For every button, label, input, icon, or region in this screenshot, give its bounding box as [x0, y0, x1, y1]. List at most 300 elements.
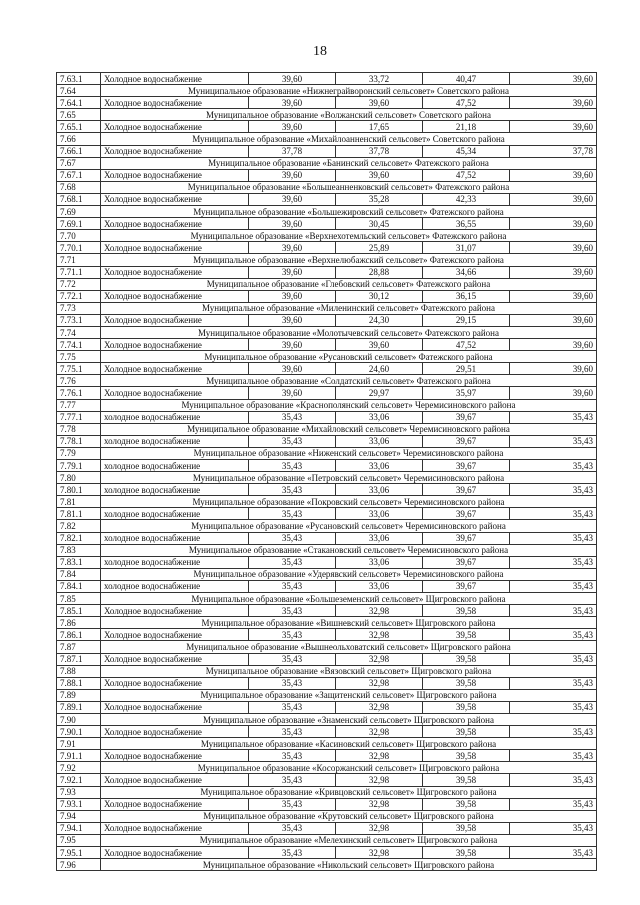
municipality-name: Муниципальное образование «Стакановский сельсовет» Черемисиновского района [101, 544, 597, 556]
tariff-value-1: 39,60 [249, 73, 336, 85]
service-name: Холодное водоснабжение [101, 629, 249, 641]
tariff-value-4: 39,60 [510, 387, 597, 399]
service-name: Холодное водоснабжение [101, 242, 249, 254]
tariff-value-4: 35,43 [510, 435, 597, 447]
municipality-name: Муниципальное образование «Покровский сельсовет» Черемисиновского района [101, 496, 597, 508]
tariff-value-1: 39,60 [249, 363, 336, 375]
tariff-value-3: 31,07 [423, 242, 510, 254]
municipality-name: Муниципальное образование «Касиновский сельсовет» Щигровского района [101, 738, 597, 750]
tariff-value-4: 35,43 [510, 484, 597, 496]
municipality-name: Муниципальное образование «Большеанненковский сельсовет» Фатежского района [101, 181, 597, 193]
tariff-value-3: 29,51 [423, 363, 510, 375]
tariff-value-3: 47,52 [423, 339, 510, 351]
row-number: 7.80.1 [57, 484, 101, 496]
tariff-value-4: 39,60 [510, 121, 597, 133]
row-number: 7.82.1 [57, 532, 101, 544]
tariff-value-2: 35,28 [336, 193, 423, 205]
tariff-value-2: 33,06 [336, 460, 423, 472]
service-name: Холодное водоснабжение [101, 266, 249, 278]
tariff-value-1: 35,43 [249, 508, 336, 520]
tariff-value-4: 39,60 [510, 97, 597, 109]
row-number: 7.87.1 [57, 653, 101, 665]
municipality-row [57, 786, 597, 798]
tariff-value-3: 21,18 [423, 121, 510, 133]
tariff-value-4: 35,43 [510, 677, 597, 689]
tariff-value-1: 35,43 [249, 411, 336, 423]
tariff-value-4: 35,43 [510, 750, 597, 762]
service-name: Холодное водоснабжение [101, 169, 249, 181]
municipality-name: Муниципальное образование «Михайловский сельсовет» Черемисиновского района [101, 423, 597, 435]
tariff-table-body [57, 73, 597, 871]
municipality-row [57, 568, 597, 580]
row-number: 7.89.1 [57, 701, 101, 713]
municipality-name: Муниципальное образование «Краснополянский сельсовет» Черемисиновского района [101, 399, 597, 411]
service-name: холодное водоснабжение [101, 580, 249, 592]
tariff-value-4: 39,60 [510, 73, 597, 85]
tariff-value-3: 39,58 [423, 629, 510, 641]
tariff-value-3: 39,67 [423, 460, 510, 472]
tariff-value-3: 39,58 [423, 822, 510, 834]
tariff-value-2: 33,06 [336, 411, 423, 423]
row-number: 7.65 [57, 109, 101, 121]
municipality-name: Муниципальное образование «Солдатский сельсовет» Фатежского района [101, 375, 597, 387]
municipality-row [57, 85, 597, 97]
row-number: 7.83.1 [57, 556, 101, 568]
tariff-value-1: 39,60 [249, 193, 336, 205]
municipality-name: Муниципальное образование «Крутовский сельсовет» Щигровского района [101, 810, 597, 822]
tariff-value-2: 24,30 [336, 314, 423, 326]
row-number: 7.71 [57, 254, 101, 266]
tariff-value-3: 39,67 [423, 508, 510, 520]
tariff-value-4: 35,43 [510, 556, 597, 568]
row-number: 7.90.1 [57, 726, 101, 738]
tariff-value-4: 35,43 [510, 726, 597, 738]
tariff-value-2: 39,60 [336, 97, 423, 109]
tariff-value-3: 40,47 [423, 73, 510, 85]
tariff-value-3: 39,67 [423, 411, 510, 423]
row-number: 7.89 [57, 689, 101, 701]
tariff-value-1: 35,43 [249, 580, 336, 592]
row-number: 7.63.1 [57, 73, 101, 85]
service-row [57, 339, 597, 351]
row-number: 7.78 [57, 423, 101, 435]
service-name: Холодное водоснабжение [101, 363, 249, 375]
row-number: 7.69.1 [57, 218, 101, 230]
page-number: 18 [313, 44, 327, 59]
tariff-value-3: 39,58 [423, 798, 510, 810]
service-row [57, 701, 597, 713]
row-number: 7.78.1 [57, 435, 101, 447]
tariff-value-3: 34,66 [423, 266, 510, 278]
row-number: 7.87 [57, 641, 101, 653]
service-name: холодное водоснабжение [101, 411, 249, 423]
tariff-value-4: 35,43 [510, 822, 597, 834]
municipality-name: Муниципальное образование «Ниженский сельсовет» Черемисиновского района [101, 447, 597, 459]
municipality-row [57, 689, 597, 701]
tariff-value-3: 39,67 [423, 532, 510, 544]
municipality-name: Муниципальное образование «Банинский сельсовет» Фатежского района [101, 157, 597, 169]
service-row [57, 580, 597, 592]
service-row [57, 629, 597, 641]
service-name: Холодное водоснабжение [101, 121, 249, 133]
service-row [57, 73, 597, 85]
service-name: Холодное водоснабжение [101, 339, 249, 351]
tariff-value-3: 47,52 [423, 169, 510, 181]
service-row [57, 774, 597, 786]
tariff-value-3: 39,58 [423, 750, 510, 762]
service-name: Холодное водоснабжение [101, 677, 249, 689]
row-number: 7.88.1 [57, 677, 101, 689]
row-number: 7.71.1 [57, 266, 101, 278]
row-number: 7.73.1 [57, 314, 101, 326]
service-name: Холодное водоснабжение [101, 387, 249, 399]
tariff-value-1: 37,78 [249, 145, 336, 157]
municipality-row [57, 544, 597, 556]
row-number: 7.86.1 [57, 629, 101, 641]
municipality-row [57, 157, 597, 169]
tariff-value-4: 35,43 [510, 653, 597, 665]
municipality-name: Муниципальное образование «Глебовский сельсовет» Фатежского района [101, 278, 597, 290]
service-name: Холодное водоснабжение [101, 193, 249, 205]
row-number: 7.91.1 [57, 750, 101, 762]
row-number: 7.66.1 [57, 145, 101, 157]
municipality-row [57, 834, 597, 846]
row-number: 7.74 [57, 326, 101, 338]
tariff-value-4: 39,60 [510, 339, 597, 351]
service-row [57, 847, 597, 859]
service-row [57, 556, 597, 568]
tariff-value-4: 39,60 [510, 169, 597, 181]
row-number: 7.85.1 [57, 605, 101, 617]
tariff-value-1: 39,60 [249, 387, 336, 399]
tariff-value-2: 33,06 [336, 508, 423, 520]
municipality-name: Муниципальное образование «Миленинский сельсовет» Фатежского района [101, 302, 597, 314]
service-row [57, 145, 597, 157]
municipality-row [57, 641, 597, 653]
tariff-value-1: 35,43 [249, 774, 336, 786]
municipality-row [57, 593, 597, 605]
service-name: Холодное водоснабжение [101, 726, 249, 738]
tariff-value-1: 35,43 [249, 701, 336, 713]
municipality-name: Муниципальное образование «Русановский сельсовет» Фатежского района [101, 351, 597, 363]
row-number: 7.91 [57, 738, 101, 750]
tariff-value-3: 47,52 [423, 97, 510, 109]
tariff-value-1: 35,43 [249, 677, 336, 689]
tariff-value-3: 29,15 [423, 314, 510, 326]
row-number: 7.93.1 [57, 798, 101, 810]
tariff-value-3: 42,33 [423, 193, 510, 205]
municipality-row [57, 206, 597, 218]
tariff-value-2: 32,98 [336, 701, 423, 713]
municipality-row [57, 230, 597, 242]
municipality-row [57, 520, 597, 532]
tariff-value-4: 39,60 [510, 242, 597, 254]
tariff-value-3: 39,58 [423, 677, 510, 689]
service-name: холодное водоснабжение [101, 484, 249, 496]
tariff-value-2: 32,98 [336, 774, 423, 786]
service-name: Холодное водоснабжение [101, 847, 249, 859]
tariff-value-4: 35,43 [510, 701, 597, 713]
tariff-value-1: 35,43 [249, 484, 336, 496]
tariff-value-4: 39,60 [510, 266, 597, 278]
service-name: Холодное водоснабжение [101, 314, 249, 326]
tariff-value-1: 35,43 [249, 460, 336, 472]
row-number: 7.68 [57, 181, 101, 193]
service-row [57, 435, 597, 447]
tariff-value-4: 35,43 [510, 774, 597, 786]
municipality-row [57, 109, 597, 121]
tariff-value-2: 28,88 [336, 266, 423, 278]
tariff-value-2: 25,89 [336, 242, 423, 254]
municipality-row [57, 181, 597, 193]
service-name: Холодное водоснабжение [101, 750, 249, 762]
tariff-value-4: 35,43 [510, 532, 597, 544]
tariff-value-1: 39,60 [249, 242, 336, 254]
tariff-value-4: 35,43 [510, 605, 597, 617]
municipality-row [57, 665, 597, 677]
tariff-value-1: 35,43 [249, 726, 336, 738]
row-number: 7.67 [57, 157, 101, 169]
municipality-row [57, 254, 597, 266]
municipality-name: Муниципальное образование «Волжанский сельсовет» Советского района [101, 109, 597, 121]
row-number: 7.76 [57, 375, 101, 387]
tariff-value-1: 35,43 [249, 653, 336, 665]
service-row [57, 798, 597, 810]
municipality-row [57, 375, 597, 387]
municipality-row [57, 302, 597, 314]
row-number: 7.79.1 [57, 460, 101, 472]
tariff-value-1: 35,43 [249, 629, 336, 641]
service-row [57, 460, 597, 472]
service-row [57, 726, 597, 738]
service-row [57, 266, 597, 278]
municipality-row [57, 351, 597, 363]
tariff-value-3: 39,58 [423, 726, 510, 738]
tariff-value-3: 39,67 [423, 580, 510, 592]
service-row [57, 290, 597, 302]
tariff-value-4: 39,60 [510, 314, 597, 326]
municipality-row [57, 496, 597, 508]
tariff-value-2: 29,97 [336, 387, 423, 399]
service-name: Холодное водоснабжение [101, 218, 249, 230]
row-number: 7.66 [57, 133, 101, 145]
service-row [57, 242, 597, 254]
row-number: 7.92.1 [57, 774, 101, 786]
row-number: 7.85 [57, 593, 101, 605]
service-name: Холодное водоснабжение [101, 701, 249, 713]
municipality-row [57, 472, 597, 484]
tariff-value-2: 32,98 [336, 629, 423, 641]
tariff-value-1: 35,43 [249, 798, 336, 810]
tariff-value-2: 33,06 [336, 556, 423, 568]
row-number: 7.67.1 [57, 169, 101, 181]
municipality-name: Муниципальное образование «Кривцовский сельсовет» Щигровского района [101, 786, 597, 798]
municipality-name: Муниципальное образование «Вязовский сельсовет» Щигровского района [101, 665, 597, 677]
row-number: 7.72.1 [57, 290, 101, 302]
tariff-value-4: 35,43 [510, 411, 597, 423]
tariff-value-2: 30,12 [336, 290, 423, 302]
municipality-name: Муниципальное образование «Михайлоанненский сельсовет» Советского района [101, 133, 597, 145]
municipality-row [57, 278, 597, 290]
tariff-value-2: 30,45 [336, 218, 423, 230]
tariff-value-3: 39,58 [423, 701, 510, 713]
service-row [57, 193, 597, 205]
municipality-name: Муниципальное образование «Верхнехотемльский сельсовет» Фатежского района [101, 230, 597, 242]
service-name: холодное водоснабжение [101, 556, 249, 568]
tariff-value-2: 32,98 [336, 653, 423, 665]
service-name: Холодное водоснабжение [101, 290, 249, 302]
service-name: холодное водоснабжение [101, 460, 249, 472]
row-number: 7.95 [57, 834, 101, 846]
row-number: 7.94 [57, 810, 101, 822]
tariff-value-1: 39,60 [249, 290, 336, 302]
row-number: 7.92 [57, 762, 101, 774]
row-number: 7.83 [57, 544, 101, 556]
service-row [57, 508, 597, 520]
municipality-row [57, 399, 597, 411]
tariff-value-3: 39,58 [423, 653, 510, 665]
row-number: 7.72 [57, 278, 101, 290]
municipality-row [57, 859, 597, 871]
municipality-row [57, 423, 597, 435]
municipality-row [57, 326, 597, 338]
tariff-value-2: 32,98 [336, 822, 423, 834]
tariff-value-2: 24,60 [336, 363, 423, 375]
row-number: 7.84 [57, 568, 101, 580]
row-number: 7.64 [57, 85, 101, 97]
tariff-value-3: 45,34 [423, 145, 510, 157]
tariff-value-1: 35,43 [249, 822, 336, 834]
row-number: 7.70 [57, 230, 101, 242]
municipality-name: Муниципальное образование «Верхнелюбажский сельсовет» Фатежского района [101, 254, 597, 266]
service-name: холодное водоснабжение [101, 435, 249, 447]
service-row [57, 750, 597, 762]
tariff-value-4: 39,60 [510, 290, 597, 302]
tariff-value-3: 39,67 [423, 556, 510, 568]
tariff-value-3: 39,67 [423, 435, 510, 447]
row-number: 7.65.1 [57, 121, 101, 133]
municipality-name: Муниципальное образование «Удерявский сельсовет» Черемисиновского района [101, 568, 597, 580]
row-number: 7.68.1 [57, 193, 101, 205]
municipality-name: Муниципальное образование «Петровский сельсовет» Черемисиновского района [101, 472, 597, 484]
tariff-value-3: 36,55 [423, 218, 510, 230]
tariff-value-3: 39,58 [423, 847, 510, 859]
municipality-name: Муниципальное образование «Молотычевский сельсовет» Фатежского района [101, 326, 597, 338]
row-number: 7.95.1 [57, 847, 101, 859]
row-number: 7.69 [57, 206, 101, 218]
service-row [57, 363, 597, 375]
municipality-row [57, 133, 597, 145]
municipality-name: Муниципальное образование «Вышнеольховатский сельсовет» Щигровского района [101, 641, 597, 653]
service-row [57, 677, 597, 689]
tariff-value-4: 35,43 [510, 460, 597, 472]
service-row [57, 97, 597, 109]
tariff-value-4: 39,60 [510, 218, 597, 230]
service-name: Холодное водоснабжение [101, 145, 249, 157]
service-row [57, 411, 597, 423]
tariff-value-2: 32,98 [336, 677, 423, 689]
service-row [57, 822, 597, 834]
municipality-row [57, 713, 597, 725]
municipality-name: Муниципальное образование «Нижнеграйворонский сельсовет» Советского района [101, 85, 597, 97]
municipality-name: Муниципальное образование «Знаменский сельсовет» Щигровского района [101, 713, 597, 725]
municipality-name: Муниципальное образование «Большеземенский сельсовет» Щигровского района [101, 593, 597, 605]
row-number: 7.81 [57, 496, 101, 508]
tariff-value-4: 39,60 [510, 363, 597, 375]
tariff-value-2: 17,65 [336, 121, 423, 133]
tariff-value-1: 35,43 [249, 750, 336, 762]
municipality-row [57, 447, 597, 459]
tariff-value-2: 32,98 [336, 847, 423, 859]
row-number: 7.84.1 [57, 580, 101, 592]
row-number: 7.90 [57, 713, 101, 725]
service-name: Холодное водоснабжение [101, 798, 249, 810]
tariff-value-2: 33,06 [336, 532, 423, 544]
row-number: 7.80 [57, 472, 101, 484]
tariff-value-3: 36,15 [423, 290, 510, 302]
row-number: 7.74.1 [57, 339, 101, 351]
tariff-value-1: 39,60 [249, 218, 336, 230]
tariff-value-1: 35,43 [249, 435, 336, 447]
service-name: холодное водоснабжение [101, 532, 249, 544]
tariff-value-2: 39,60 [336, 339, 423, 351]
tariff-value-1: 39,60 [249, 97, 336, 109]
tariff-value-1: 39,60 [249, 339, 336, 351]
municipality-row [57, 810, 597, 822]
tariff-value-4: 37,78 [510, 145, 597, 157]
tariff-value-4: 35,43 [510, 798, 597, 810]
tariff-value-2: 39,60 [336, 169, 423, 181]
service-row [57, 484, 597, 496]
service-name: Холодное водоснабжение [101, 97, 249, 109]
tariff-value-4: 35,43 [510, 580, 597, 592]
tariff-value-2: 37,78 [336, 145, 423, 157]
tariff-value-2: 32,98 [336, 798, 423, 810]
municipality-name: Муниципальное образование «Косоржанский сельсовет» Щигровского района [101, 762, 597, 774]
service-name: Холодное водоснабжение [101, 73, 249, 85]
service-name: Холодное водоснабжение [101, 822, 249, 834]
service-name: Холодное водоснабжение [101, 774, 249, 786]
row-number: 7.82 [57, 520, 101, 532]
service-row [57, 218, 597, 230]
municipality-name: Муниципальное образование «Вишневский сельсовет» Щигровского района [101, 617, 597, 629]
tariff-value-3: 35,97 [423, 387, 510, 399]
row-number: 7.77 [57, 399, 101, 411]
service-name: холодное водоснабжение [101, 508, 249, 520]
row-number: 7.75 [57, 351, 101, 363]
service-row [57, 314, 597, 326]
municipality-name: Муниципальное образование «Большежировский сельсовет» Фатежского района [101, 206, 597, 218]
row-number: 7.79 [57, 447, 101, 459]
tariff-value-4: 39,60 [510, 193, 597, 205]
service-name: Холодное водоснабжение [101, 653, 249, 665]
service-row [57, 121, 597, 133]
tariff-value-1: 39,60 [249, 169, 336, 181]
tariff-value-2: 33,06 [336, 484, 423, 496]
municipality-row [57, 617, 597, 629]
service-row [57, 653, 597, 665]
municipality-row [57, 738, 597, 750]
row-number: 7.96 [57, 859, 101, 871]
municipality-name: Муниципальное образование «Никольский сельсовет» Щигровского района [101, 859, 597, 871]
tariff-value-3: 39,67 [423, 484, 510, 496]
tariff-value-1: 35,43 [249, 847, 336, 859]
tariff-value-1: 35,43 [249, 605, 336, 617]
municipality-row [57, 762, 597, 774]
municipality-name: Муниципальное образование «Русановский сельсовет» Черемисиновского района [101, 520, 597, 532]
tariff-table [56, 72, 597, 871]
row-number: 7.93 [57, 786, 101, 798]
